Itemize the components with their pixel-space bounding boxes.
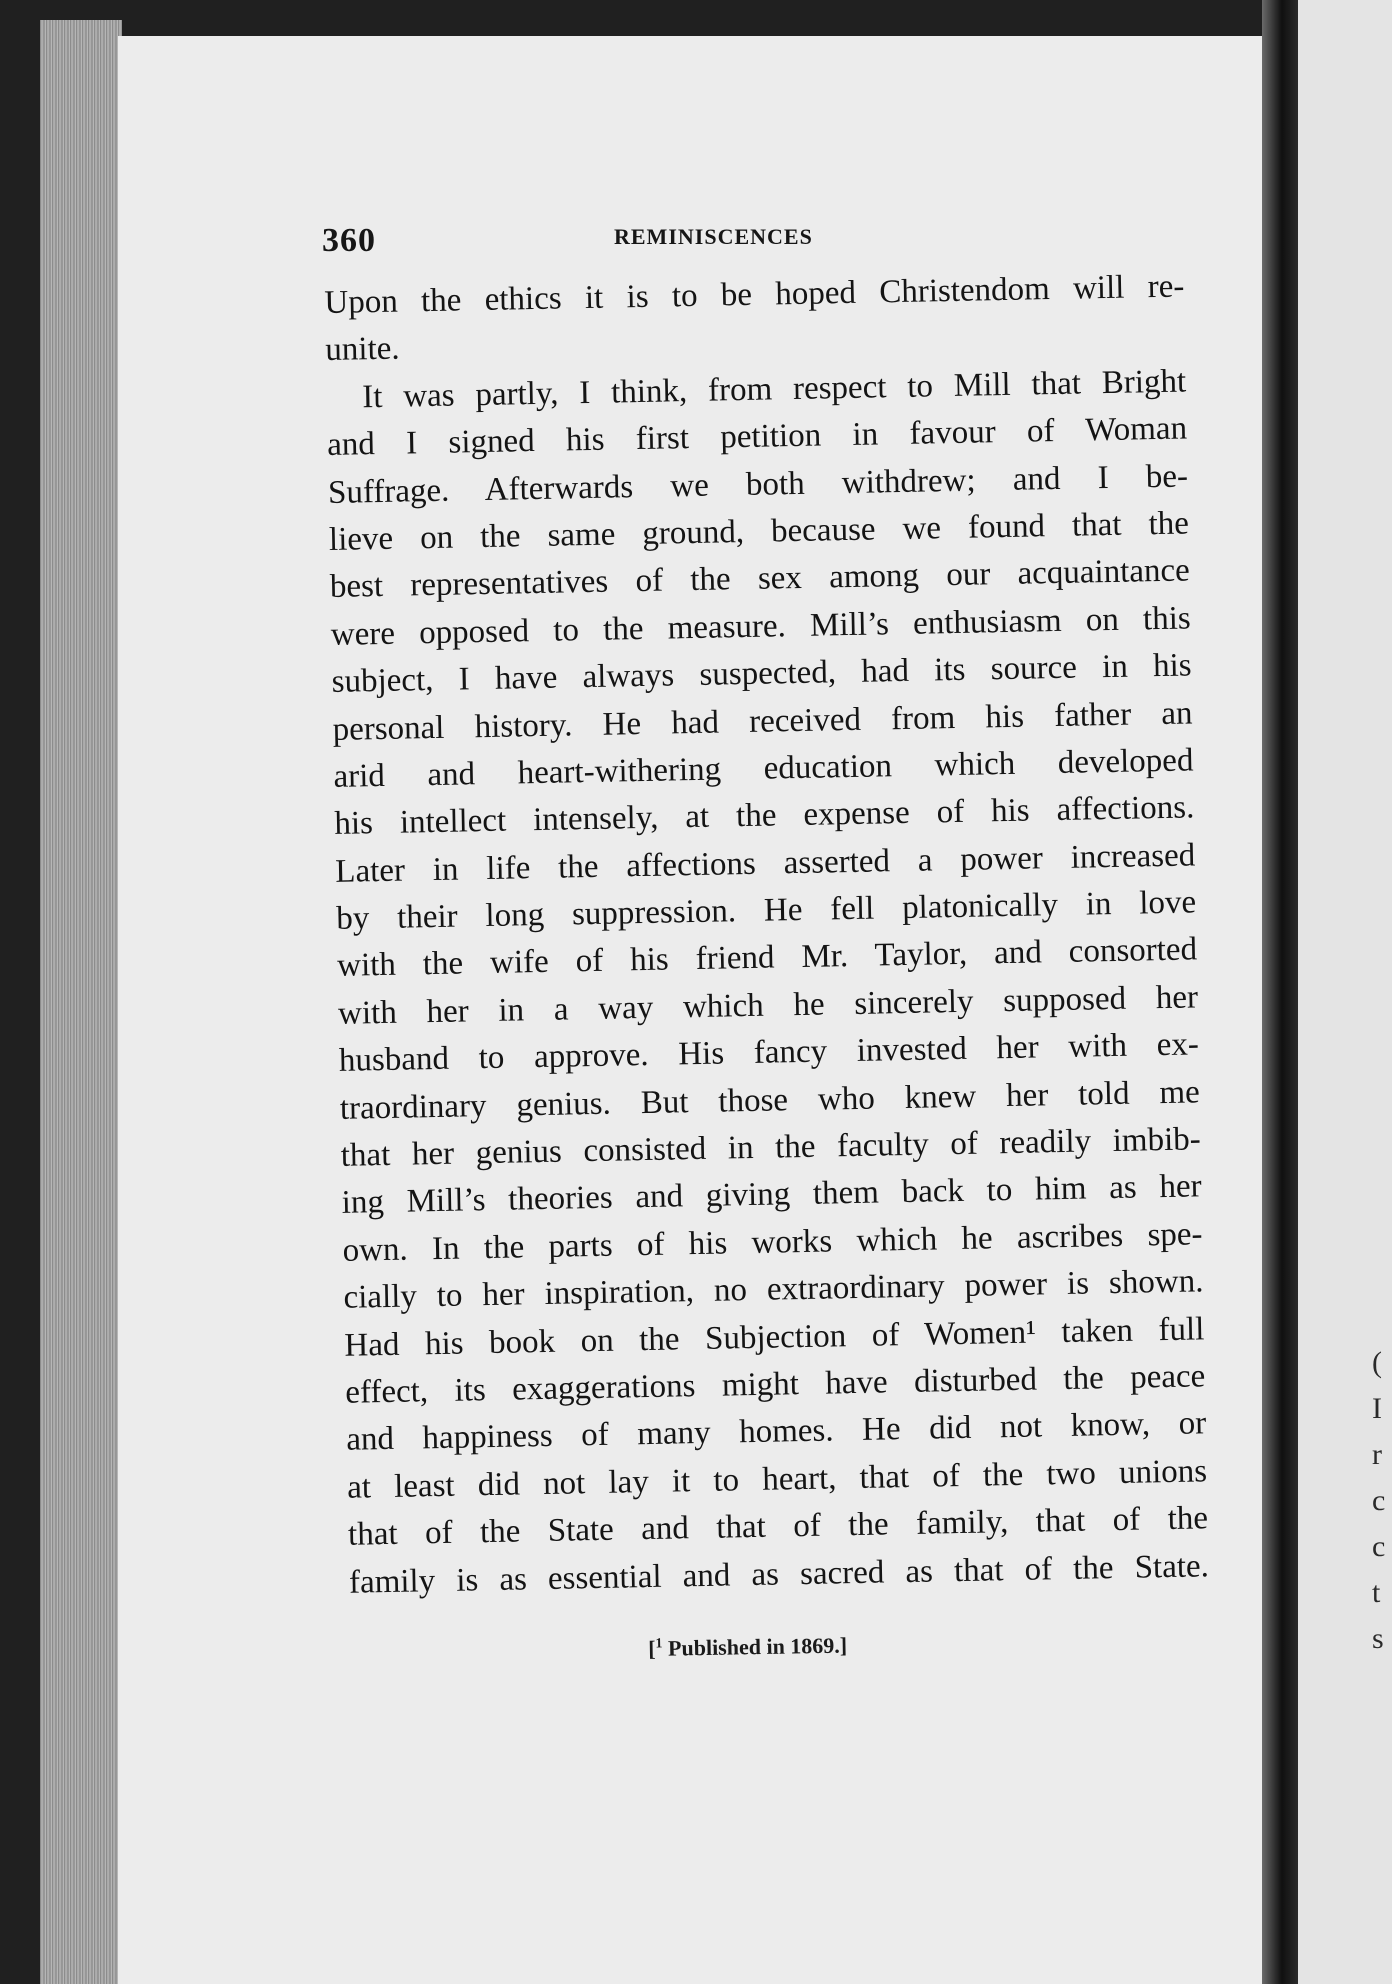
footnote-marker: 1: [655, 1636, 663, 1652]
text-line: effect, its exaggerations might have disturbed the peace: [345, 1358, 1206, 1411]
text-line: Upon the ethics it is to be hoped Christendom will re-: [324, 268, 1185, 321]
page-number: 360: [322, 222, 376, 259]
footnote-text: Published in 1869.]: [662, 1632, 848, 1661]
text-line: and happiness of many homes. He did not know, or: [345, 1405, 1207, 1459]
body-text: [324, 263, 1209, 1606]
text-line: with her in a way which he sincerely supposed her: [337, 979, 1199, 1032]
facing-page-fragment: c: [1372, 1484, 1386, 1517]
page-edges: [40, 20, 122, 1984]
text-line: husband to approve. His fancy invested her with ex-: [338, 1026, 1200, 1080]
text-line: ing Mill’s theories and giving them back to him as her: [341, 1168, 1202, 1222]
text-line: personal history. He had received from his father an: [332, 694, 1193, 748]
facing-page-fragment: t: [1372, 1576, 1381, 1609]
text-line: were opposed to the measure. Mill’s enthusiasm on this: [330, 600, 1191, 653]
text-line: subject, I have always suspected, had its source in his: [331, 647, 1192, 701]
running-head: REMINISCENCES: [614, 224, 813, 249]
text-line: own. In the parts of his works which he ascribes spe-: [342, 1216, 1203, 1269]
text-line: Later in life the affections asserted a power increased: [335, 837, 1196, 890]
text-line: arid and heart-withering education which developed: [333, 742, 1194, 795]
text-line: that of the State and that of the family, that of the: [347, 1500, 1209, 1553]
text-line: and I signed his first petition in favour of Woman: [326, 410, 1188, 464]
text-line: lieve on the same ground, because we found that the: [328, 505, 1190, 558]
text-line: at least did not lay it to heart, that of the two unions: [346, 1453, 1208, 1506]
text-line: Suffrage. Afterwards we both withdrew; and I be-: [327, 458, 1189, 511]
text-line: cially to her inspiration, no extraordinary power is shown.: [343, 1263, 1204, 1317]
text-line: by their long suppression. He fell platonically in love: [335, 884, 1197, 937]
facing-page-fragment: I: [1372, 1392, 1382, 1425]
facing-page: [1298, 0, 1392, 1984]
text-line: traordinary genius. But those who knew her told me: [339, 1073, 1201, 1127]
facing-page-fragment: c: [1372, 1530, 1386, 1563]
text-line: with the wife of his friend Mr. Taylor, and consorted: [336, 931, 1198, 985]
footnote-open: [: [648, 1635, 656, 1661]
page-header: [322, 222, 1182, 262]
facing-page-fragments: [1372, 1340, 1392, 1662]
facing-page-fragment: s: [1372, 1622, 1384, 1655]
book-gutter: [1262, 0, 1298, 1984]
text-line: Had his book on the Subjection of Women¹ taken full: [344, 1310, 1205, 1364]
facing-page-fragment: (: [1372, 1346, 1382, 1379]
facing-page-fragment: r: [1372, 1438, 1382, 1471]
text-line: that her genius consisted in the faculty of readily imbib-: [340, 1121, 1202, 1174]
text-line: unite.: [325, 330, 400, 369]
text-line: his intellect intensely, at the expense of his affections.: [334, 789, 1195, 843]
footnote: [648, 1633, 847, 1662]
text-line: It was partly, I think, from respect to Mill that Bright: [361, 363, 1187, 416]
text-line: family is as essential and as sacred as that of the State.: [348, 1547, 1210, 1601]
text-line: best representatives of the sex among our acquaintance: [329, 552, 1191, 606]
